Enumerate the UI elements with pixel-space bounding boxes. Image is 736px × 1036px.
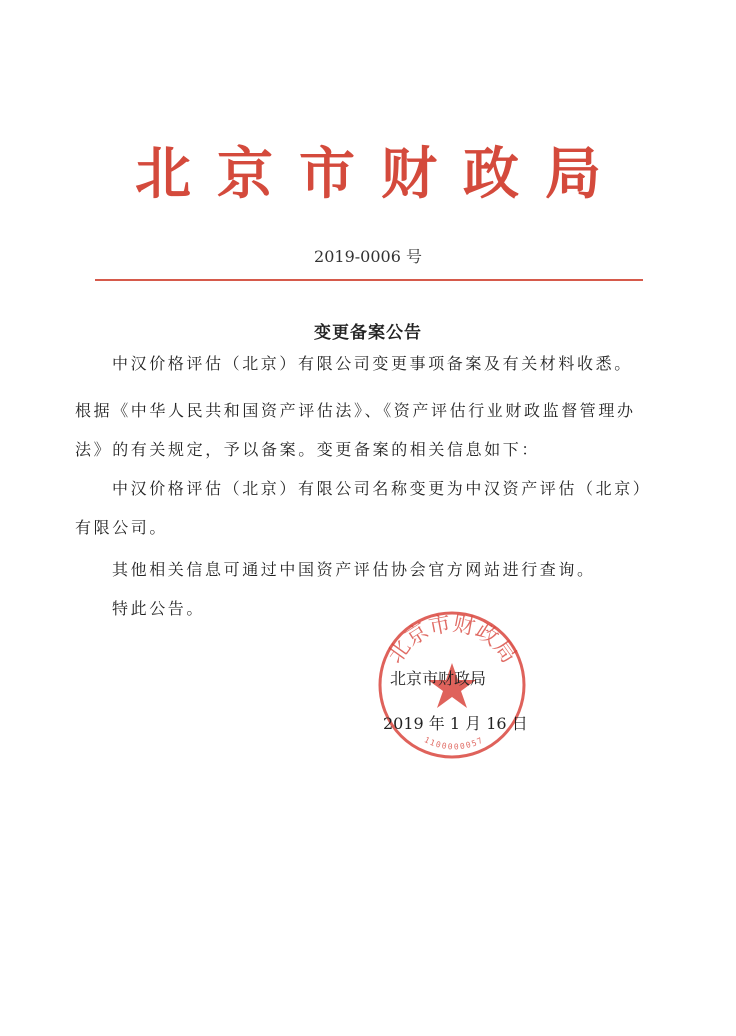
body-line-5: 有限公司。 <box>75 518 169 537</box>
seal-arc-text: 北京市财政局 <box>382 611 522 669</box>
document-number: 2019-0006 号 <box>314 247 422 266</box>
signature-date: 2019 年 1 月 16 日 <box>383 714 528 733</box>
body-line-7: 特此公告。 <box>112 599 206 618</box>
svg-text:1100000057 <box>423 735 486 751</box>
signature-organization: 北京市财政局 <box>390 669 487 688</box>
svg-text:北京市财政局 <box>383 612 521 668</box>
body-line-1: 中汉价格评估（北京）有限公司变更事项备案及有关材料收悉。 <box>112 354 633 373</box>
notice-title: 变更备案公告 <box>314 323 422 343</box>
seal-code-text: 1100000057 <box>422 735 486 752</box>
body-line-2: 根据《中华人民共和国资产评估法》、《资产评估行业财政监督管理办 <box>75 401 636 420</box>
header-divider <box>95 279 643 281</box>
body-line-3: 法》的有关规定，予以备案。变更备案的相关信息如下： <box>75 440 541 459</box>
body-line-4: 中汉价格评估（北京）有限公司名称变更为中汉资产评估（北京） <box>112 479 652 498</box>
body-line-6: 其他相关信息可通过中国资产评估协会官方网站进行查询。 <box>112 560 596 579</box>
issuer-header: 北京市财政局 <box>135 142 627 207</box>
